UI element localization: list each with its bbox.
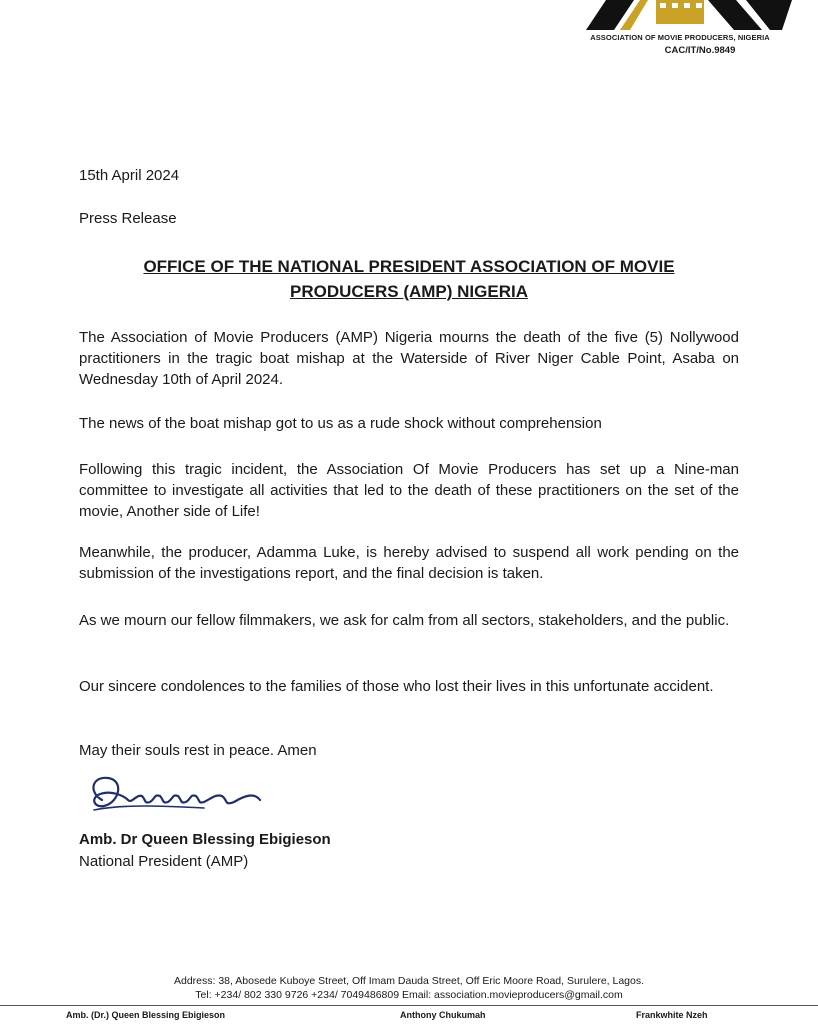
amp-logo-icon (586, 0, 796, 32)
paragraph: As we mourn our fellow filmmakers, we ask for calm from all sectors, stakeholders, and the public. (79, 612, 730, 629)
organization-name: ASSOCIATION OF MOVIE PRODUCERS, NIGERIA (590, 33, 770, 42)
signatory-name: Amb. Dr Queen Blessing Ebigieson (79, 831, 331, 848)
paragraph: The Association of Movie Producers (AMP) Nigeria mourns the death of the five (5) Nollywood practitioners in the tragic boat mishap at the Waterside of River Niger Cable Point, Asaba on Wednesday 10th of April 2024. (79, 329, 739, 388)
registration-number: CAC/IT/No.9849 (664, 45, 736, 56)
paragraph: Meanwhile, the producer, Adamma Luke, is hereby advised to suspend all work pending on the submission of the investigations report, and the final decision is taken. (79, 544, 739, 582)
paragraph: May their souls rest in peace. Amen (79, 742, 317, 759)
letter-date: 15th April 2024 (79, 167, 180, 184)
footer-address: Address: 38, Abosede Kuboye Street, Off Imam Dauda Street, Off Eric Moore Road, Surulere, Lagos. (173, 975, 645, 987)
paragraph: Our sincere condolences to the families of those who lost their lives in this unfortunate accident. (79, 678, 714, 695)
footer-divider (0, 1005, 818, 1006)
paragraph: The news of the boat mishap got to us as a rude shock without comprehension (79, 415, 602, 432)
signatory-title: National President (AMP) (79, 853, 249, 870)
council-member: Frankwhite Nzeh (636, 1010, 708, 1020)
paragraph: Following this tragic incident, the Association Of Movie Producers has set up a Nine-man committee to investigate all activities that led to the death of these practitioners on the set of the movie, Another side of Life! (79, 461, 739, 520)
letter-heading: OFFICE OF THE NATIONAL PRESIDENT ASSOCIATION OF MOVIE PRODUCERS (AMP) NIGERIA (143, 257, 675, 301)
footer-contact: Tel: +234/ 802 330 9726 +234/ 7049486809 Email: association.movieproducers@gmail.com (195, 989, 623, 1001)
handwritten-signature (84, 770, 299, 825)
council-member: Anthony Chukumah (400, 1010, 486, 1020)
letter-kind: Press Release (79, 210, 177, 227)
council-member: Amb. (Dr.) Queen Blessing Ebigieson (66, 1010, 226, 1020)
